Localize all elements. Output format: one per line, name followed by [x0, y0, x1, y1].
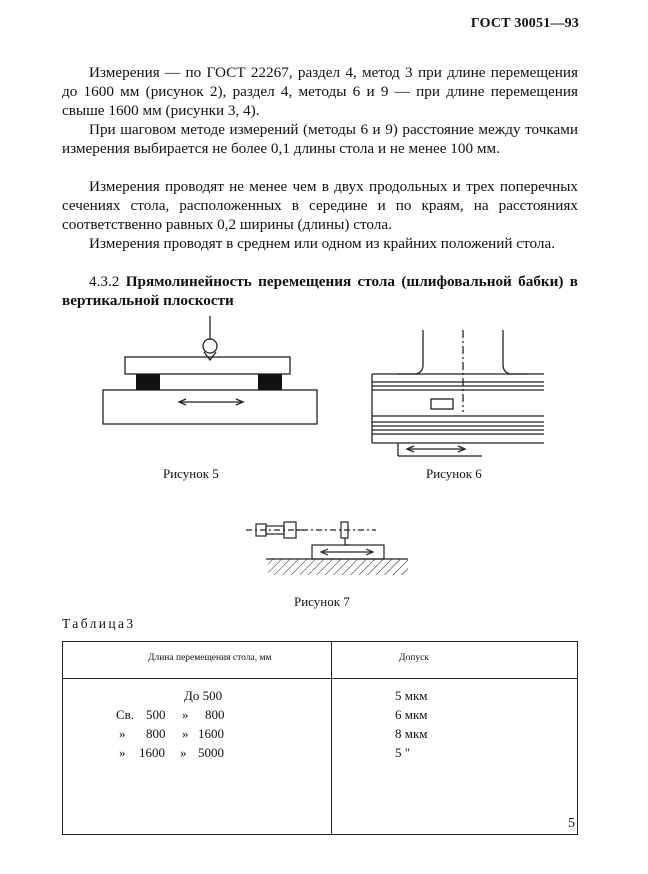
length-separator: » — [182, 707, 189, 722]
table-caption: Таблица3 — [62, 616, 136, 631]
table-header-length: Длина перемещения стола, мм — [148, 653, 272, 663]
length-separator: » — [182, 726, 189, 741]
table-header-tolerance: Допуск — [399, 653, 429, 663]
tolerance-value: 5 мкм — [395, 688, 428, 703]
length-to: 1600 — [198, 726, 224, 741]
figure-7-drawing — [246, 518, 416, 582]
section-title: Прямолинейность перемещения стола (шлифовальной бабки) в вертикальной плоскости — [62, 273, 578, 309]
tolerance-value: 8 мкм — [395, 726, 428, 741]
section-number: 4.3.2 — [89, 273, 120, 290]
length-to: 800 — [205, 707, 225, 722]
length-prefix: Св. — [116, 707, 135, 722]
length-separator: » — [180, 745, 187, 760]
table-row — [63, 686, 331, 705]
length-from: 800 — [146, 726, 166, 741]
figure-5-drawing — [100, 316, 320, 426]
tolerance-table — [62, 641, 578, 835]
length-column — [63, 686, 331, 762]
table-header-divider — [63, 678, 577, 679]
document-header-code: ГОСТ 30051—93 — [470, 16, 579, 31]
table-column-divider — [331, 642, 332, 834]
table-row — [63, 705, 331, 724]
length-to: 5000 — [198, 745, 224, 760]
tolerance-value: 6 мкм — [395, 707, 428, 722]
table-row — [63, 724, 331, 743]
section-heading — [62, 272, 578, 310]
paragraph-step-method: При шаговом методе измерений (методы 6 и 9) расстояние между точками измерения выбирается не более 0,1 длины стола и не менее 100 мм. — [62, 121, 578, 157]
length-from: 500 — [146, 707, 166, 722]
paragraph-measurement-method: Измерения — по ГОСТ 22267, раздел 4, метод 3 при длине перемещения до 1600 мм (рисунок 2), раздел 4, методы 6 и 9 — при длине перемещения свыше 1600 мм (рисунки 3, 4). — [62, 64, 578, 119]
figure-5-caption: Рисунок 5 — [163, 466, 219, 481]
paragraph-table-position: Измерения проводят в среднем или одном из крайних положений стола. — [89, 235, 555, 252]
length-prefix: » — [119, 726, 126, 741]
paragraph-sections: Измерения проводят не менее чем в двух продольных и трех поперечных сечениях стола, расположенных в середине и по краям, на расстояниях соответственно равных 0,2 ширины (длины) стола. — [62, 178, 578, 233]
figure-7-caption: Рисунок 7 — [294, 594, 350, 609]
figure-6-drawing — [368, 330, 548, 460]
table-row — [63, 743, 331, 762]
tolerance-value: 5 " — [395, 745, 411, 760]
length-from: 1600 — [139, 745, 165, 760]
length-from: До 500 — [184, 688, 223, 703]
page-number: 5 — [568, 816, 575, 831]
tolerance-column — [395, 686, 428, 762]
figure-6-caption: Рисунок 6 — [426, 466, 482, 481]
length-prefix: » — [119, 745, 126, 760]
